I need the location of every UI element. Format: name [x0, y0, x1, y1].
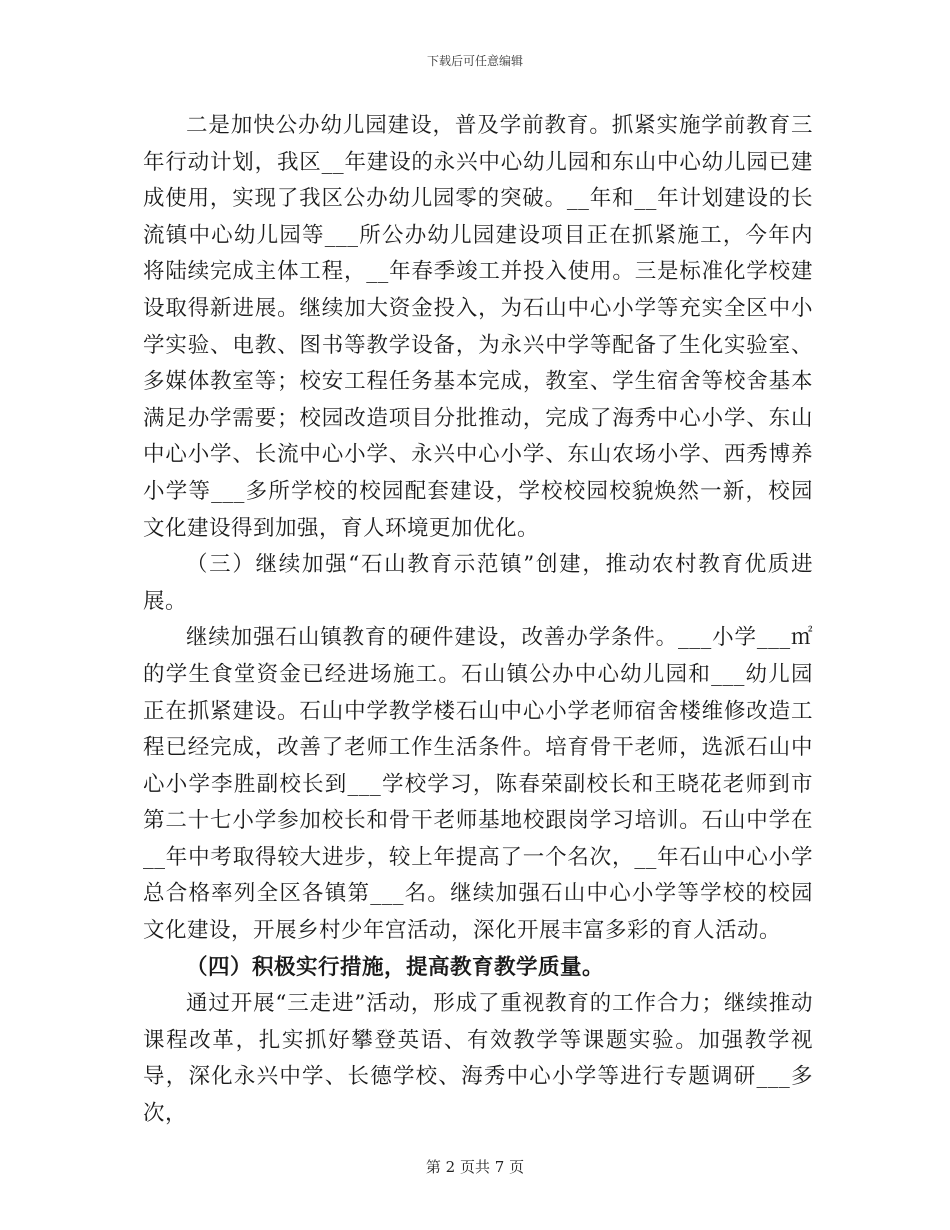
paragraph-kindergarten-construction: 二是加快公办幼儿园建设，普及学前教育。抓紧实施学前教育三年行动计划，我区__年建设的永兴中心幼儿园和东山中心幼儿园已建成使用，实现了我区公办幼儿园零的突破。__年和__年计划建设的长流镇中心幼儿园等___所公办幼儿园建设项目正在抓紧施工，今年内将陆续完成主体工程，__年春季竣工并投入使用。三是标准化学校建设取得新进展。继续加大资金投入，为石山中心小学等充实全区中小学实验、电教、图书等教学设备，为永兴中学等配备了生化实验室、多媒体教室等；校安工程任务基本完成，教室、学生宿舍等校舍基本满足办学需要；校园改造项目分批推动，完成了海秀中心小学、东山中心小学、长流中心小学、永兴中心小学、东山农场小学、西秀博养小学等___多所学校的校园配套建设，学校校园校貌焕然一新，校园文化建设得到加强，育人环境更加优化。 — [143, 113, 813, 541]
page-header: 下载后可任意编辑 — [426, 54, 523, 68]
heading-section-three: （三）继续加强“石山教育示范镇”创建，推动农村教育优质进展。 — [143, 552, 813, 614]
page-footer: 第 2 页共 7 页 — [425, 1158, 525, 1176]
document-body — [143, 108, 813, 1133]
heading-section-four: （四）积极实行措施，提高教育教学质量。 — [186, 954, 605, 980]
paragraph-shishan-hardware: 继续加强石山镇教育的硬件建设，改善办学条件。___小学___㎡的学生食堂资金已经进场施工。石山镇公办中心幼儿园和___幼儿园正在抓紧建设。石山中学教学楼石山中心小学老师宿舍楼维修改造工程已经完成，改善了老师工作生活条件。培育骨干老师，选派石山中心小学李胜副校长到___学校学习，陈春荣副校长和王晓花老师到市第二十七小学参加校长和骨干老师基地校跟岗学习培训。石山中学在__年中考取得较大进步，较上年提高了一个名次，__年石山中心小学总合格率列全区各镇第___名。继续加强石山中心小学等学校的校园文化建设，开展乡村少年宫活动，深化开展丰富多彩的育人活动。 — [143, 625, 813, 944]
paragraph-teaching-quality: 通过开展“三走进”活动，形成了重视教育的工作合力；继续推动课程改革，扎实抓好攀登英语、有效教学等课题实验。加强教学视导，深化永兴中学、长德学校、海秀中心小学等进行专题调研___多次， — [143, 991, 813, 1127]
